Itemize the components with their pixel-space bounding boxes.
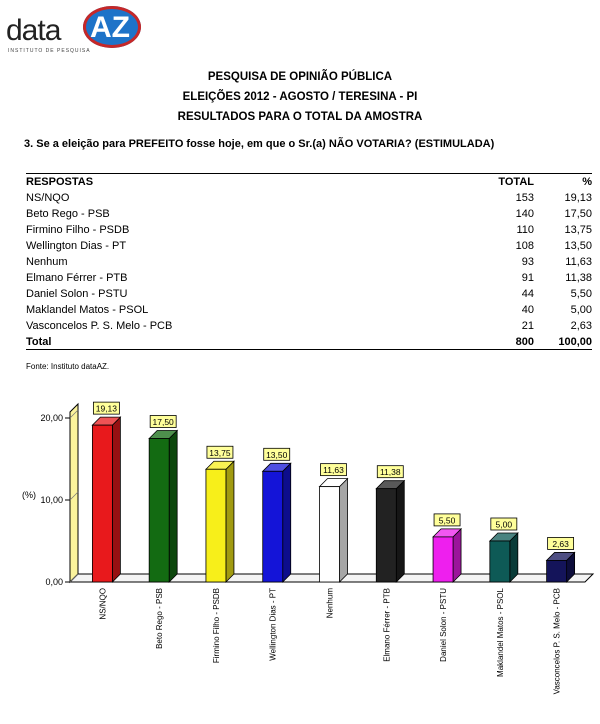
data-label: 19,13 — [95, 403, 118, 414]
table-row — [26, 237, 592, 253]
table-row — [26, 269, 592, 285]
row-total: 40 — [521, 303, 534, 316]
total-row — [26, 333, 592, 350]
bar-side — [453, 529, 461, 582]
row-label: Beto Rego - PSB — [26, 207, 110, 220]
row-pct: 13,75 — [564, 223, 592, 236]
data-label: 5,50 — [438, 515, 456, 526]
row-pct: 11,38 — [565, 271, 592, 284]
x-tick-label: Firmino Filho - PSDB — [211, 588, 221, 664]
table-row — [26, 285, 592, 301]
row-label: Nenhum — [26, 255, 68, 268]
data-label: 13,50 — [266, 449, 288, 460]
bar — [320, 487, 340, 582]
y-tick-label: 20,00 — [40, 413, 63, 423]
table-row — [26, 205, 592, 221]
bar — [92, 425, 112, 582]
row-total: 21 — [521, 319, 534, 332]
data-label: 5,00 — [495, 519, 513, 530]
bar — [149, 439, 169, 583]
logo-az-text: AZ — [90, 11, 130, 44]
header-line-1: PESQUISA DE OPINIÃO PÚBLICA — [207, 71, 393, 83]
data-label: 11,63 — [323, 465, 344, 476]
row-total: 44 — [521, 287, 534, 300]
table-row — [26, 317, 592, 333]
x-tick-label: Vasconcelos P. S. Melo - PCB — [552, 588, 562, 695]
row-pct: 5,00 — [570, 303, 592, 316]
bar — [490, 541, 510, 582]
logo-tagline: INSTITUTO DE PESQUISA — [8, 48, 91, 54]
table-row — [26, 189, 592, 205]
bar-side — [169, 431, 177, 583]
x-tick-label: NS/NQO — [98, 588, 108, 620]
data-label: 13,75 — [209, 447, 231, 458]
row-pct: 17,50 — [564, 207, 592, 220]
row-total: 93 — [521, 255, 534, 268]
data-label: 2,63 — [552, 538, 569, 549]
bar-side — [283, 463, 291, 582]
row-total: 110 — [516, 223, 534, 236]
row-label: Elmano Férrer - PTB — [26, 271, 128, 284]
total-label: Total — [26, 333, 474, 350]
table-row — [26, 301, 592, 317]
row-pct: 5,50 — [570, 287, 592, 300]
row-total: 153 — [515, 191, 534, 204]
bar-chart — [0, 380, 600, 724]
bar-side — [112, 417, 120, 582]
report-header — [0, 67, 600, 127]
col-header-pct: % — [534, 174, 592, 190]
row-pct: 11,63 — [565, 255, 592, 268]
bar-side — [226, 461, 234, 582]
row-pct: 13,50 — [564, 239, 592, 252]
x-tick-label: Daniel Solon - PSTU — [439, 588, 449, 662]
x-tick-label: Wellington Dias - PT — [268, 588, 278, 661]
bar — [547, 560, 567, 582]
bar — [206, 469, 226, 582]
row-label: Daniel Solon - PSTU — [26, 287, 128, 300]
data-label: 11,38 — [379, 467, 401, 478]
x-tick-label: Elmano Férrer - PTB — [382, 588, 392, 662]
bar — [433, 537, 453, 582]
bar-side — [396, 481, 404, 582]
row-total: 140 — [515, 207, 534, 220]
survey-question: 3. Se a eleição para PREFEITO fosse hoje, em que o Sr.(a) NÃO VOTARIA? (ESTIMULADA) — [24, 138, 495, 150]
total-pct: 100,00 — [534, 333, 592, 350]
dataaz-logo — [6, 6, 146, 56]
table-header-row — [26, 174, 592, 190]
y-tick-label: 10,00 — [40, 495, 63, 505]
col-header-total: TOTAL — [474, 174, 534, 190]
table-row — [26, 221, 592, 237]
row-label: Wellington Dias - PT — [26, 239, 127, 252]
header-line-3: RESULTADOS PARA O TOTAL DA AMOSTRA — [177, 111, 423, 123]
bar-side — [340, 479, 348, 582]
y-tick-label: 0,00 — [45, 577, 63, 587]
row-pct: 19,13 — [564, 191, 592, 204]
source-note: Fonte: Instituto dataAZ. — [26, 362, 110, 371]
row-total: 91 — [521, 271, 534, 284]
col-header-respostas: RESPOSTAS — [26, 174, 474, 190]
y-axis-label: (%) — [22, 490, 36, 500]
row-label: Maklandel Matos - PSOL — [26, 303, 149, 316]
x-tick-label: Beto Rego - PSB — [155, 588, 165, 649]
data-label: 17,50 — [152, 417, 174, 427]
row-label: Firmino Filho - PSDB — [26, 223, 130, 236]
bar — [263, 471, 283, 582]
logo-brand-text: data — [6, 14, 61, 47]
table-row — [26, 253, 592, 269]
total-count: 800 — [474, 333, 534, 350]
row-pct: 2,63 — [570, 319, 592, 332]
row-label: NS/NQO — [26, 191, 70, 204]
row-total: 108 — [515, 239, 534, 252]
bar — [376, 489, 396, 582]
results-table — [26, 173, 592, 350]
x-tick-label: Maklandel Matos - PSOL — [495, 588, 505, 677]
header-line-2: ELEIÇÕES 2012 - AGOSTO / TERESINA - PI — [182, 91, 418, 103]
x-tick-label: Nenhum — [325, 588, 335, 619]
row-label: Vasconcelos P. S. Melo - PCB — [26, 319, 173, 332]
